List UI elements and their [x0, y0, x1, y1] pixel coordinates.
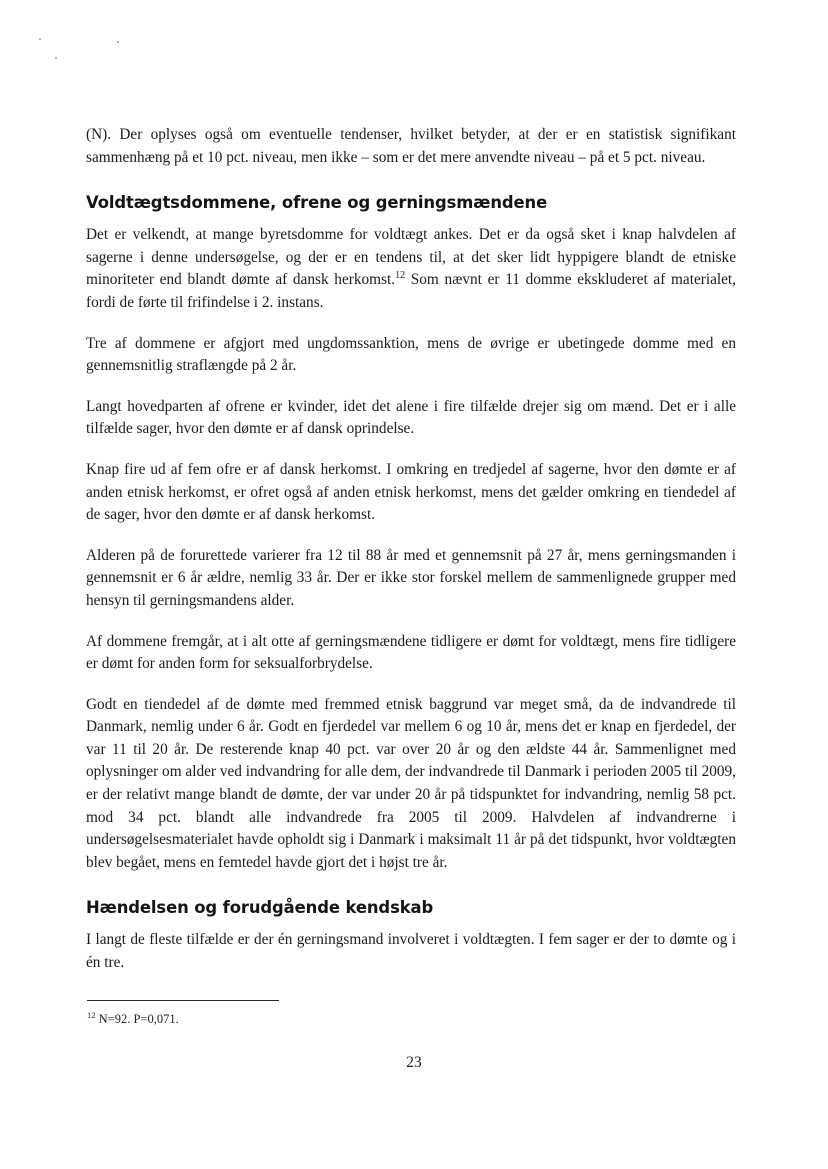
- footnote-text: N=92. P=0,071.: [95, 1012, 179, 1026]
- paragraph-victims-origin: Knap fire ud af fem ofre er af dansk herkomst. I omkring en tredjedel af sagerne, hvor den dømte er af anden etnisk herkomst, er ofret også af anden etnisk herkomst, mens det gælder omkring en tiendedel af de sager, hvor den dømte er af dansk herkomst.: [86, 460, 736, 524]
- paragraph-immigration-age: Godt en tiendedel af de dømte med fremmed etnisk baggrund var meget små, da de indvandrede til Danmark, nemlig under 6 år. Godt en fjerdedel var mellem 6 og 10 år, mens det er knap en fjerdedel, der var 11 til 20 år. De resterende knap 40 pct. var over 20 år og den ældste 44 år. Sammenlignet med oplysninger om alder ved indvandring for alle dem, der indvandrede til Danmark i perioden 2005 til 2009, er der relativt mange blandt de dømte, der var under 20 år på tidspunktet for indvandring, nemlig 58 pct. mod 34 pct. blandt alle indvandrede fra 2005 til 2009. Halvdelen af indvandrerne i undersøgelsesmaterialet havde opholdt sig i Danmark i maksimalt 11 år på det tidspunkt, hvor voldtægten blev begået, mens en femtedel havde gjort det i højst tre år.: [86, 695, 736, 871]
- intro-paragraph: (N). Der oplyses også om eventuelle tendenser, hvilket betyder, at der er en statistisk signifikant sammenhæng på et 10 pct. niveau, men ikke – som er det mere anvendte niveau – på et 5 pct. niveau.: [86, 126, 736, 166]
- paragraph-victims-gender: Langt hovedparten af ofrene er kvinder, idet det alene i fire tilfælde drejer sig om mænd. Det er i alle tilfælde sager, hvor den dømte er af dansk oprindelse.: [86, 397, 736, 438]
- paragraph-sentences: Tre af dommene er afgjort med ungdomssanktion, mens de øvrige er ubetingede domme med en gennemsnitlig straflængde på 2 år.: [86, 334, 736, 375]
- footnote-separator: [87, 1000, 279, 1001]
- paragraph-appeals-text: Det er velkendt, at mange byretsdomme for voldtægt ankes. Det er da også sket i knap halvdelen af sagerne i denne undersøgelse, og der er en tendens til, at det sker lidt hyppigere blandt de etniske minoriteter end blandt dømte af dansk herkomst.: [86, 226, 736, 289]
- paragraph-appeals: [86, 224, 736, 314]
- page-number: 23: [406, 1054, 422, 1071]
- scan-speck: [55, 57, 57, 59]
- paragraph-prior-convictions: Af dommene fremgår, at i alt otte af gerningsmændene tidligere er dømt for voldtægt, mens fire tidligere er dømt for anden form for seksualforbrydelse.: [86, 632, 736, 673]
- scan-speck: [39, 38, 41, 40]
- paragraph-ages: Alderen på de forurettede varierer fra 12 til 88 år med et gennemsnit på 27 år, mens gerningsmanden i gennemsnit er 6 år ældre, nemlig 33 år. Der er ikke stor forskel mellem de sammenlignede grupper med hensyn til gerningsmandens alder.: [86, 546, 736, 609]
- paragraph-appeals-text-cont: Som nævnt er 11 domme ekskluderet af materialet, fordi de førte til frifindelse i 2. instans.: [86, 271, 736, 311]
- paragraph-number-of-perpetrators: I langt de fleste tilfælde er der én gerningsmand involveret i voldtægten. I fem sager er der to dømte og i én tre.: [86, 931, 736, 972]
- scan-speck: [117, 41, 119, 43]
- footnote-number: 12: [87, 1009, 96, 1020]
- section-heading-haendelsen: Hændelsen og forudgående kendskab: [86, 898, 434, 918]
- footnote-12: [87, 1011, 179, 1027]
- page-body: [86, 124, 736, 993]
- section-heading-voldtaegtsdommene: Voldtægtsdommene, ofrene og gerningsmændene: [86, 193, 548, 213]
- footnote-reference-12[interactable]: 12: [395, 270, 406, 282]
